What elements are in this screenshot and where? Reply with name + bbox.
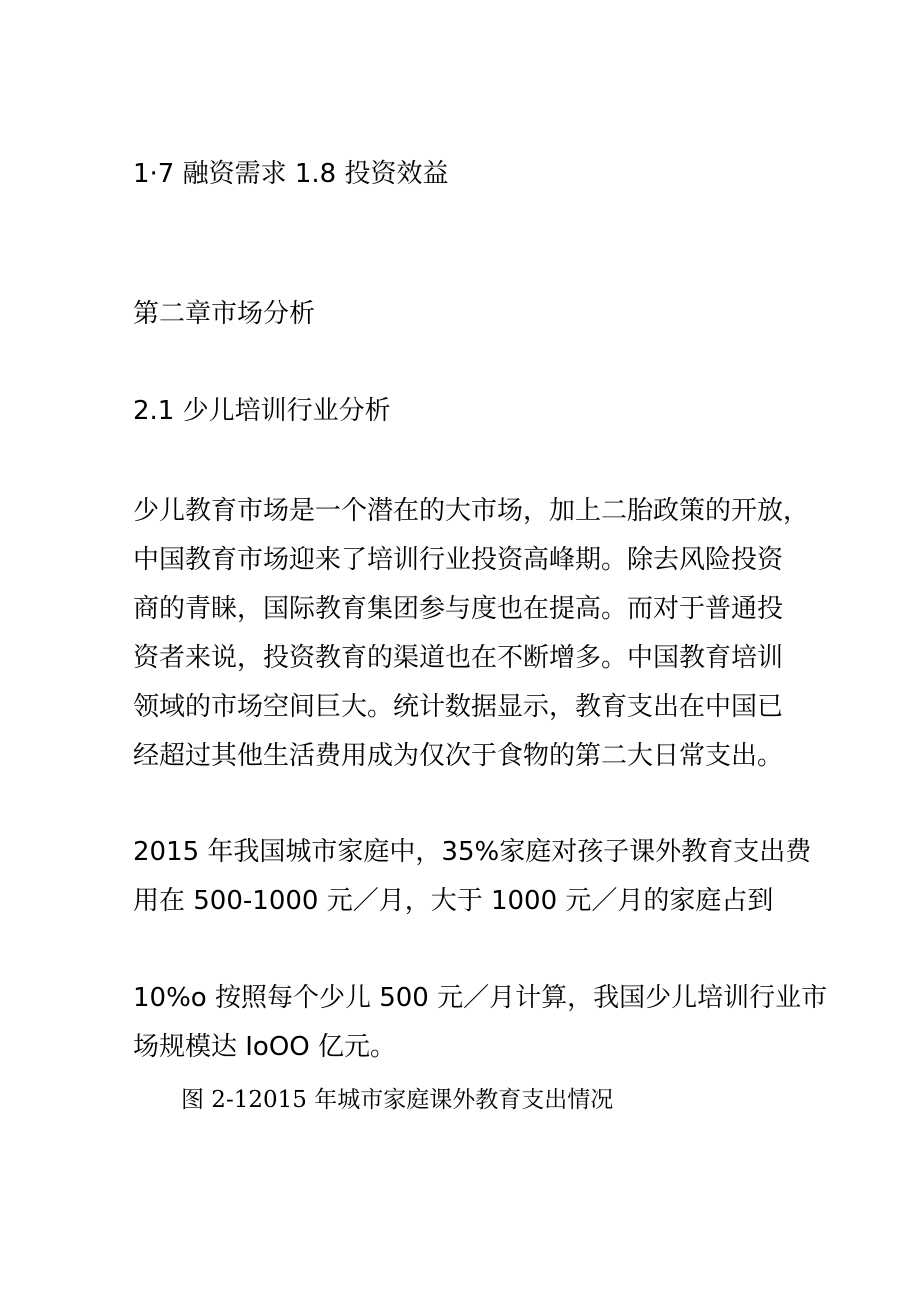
paragraph-line: 10%o 按照每个少儿 500 元／月计算，我国少儿培训行业市 [133, 983, 828, 1013]
figure-caption: 图 2-12015 年城市家庭课外教育支出情况 [181, 1087, 614, 1113]
paragraph-line: 商的青睐，国际教育集团参与度也在提高。而对于普通投 [133, 594, 784, 624]
paragraph-line: 经超过其他生活费用成为仅次于食物的第二大日常支出。 [133, 741, 784, 771]
chapter-title: 第二章市场分析 [133, 299, 316, 329]
paragraph-spending-stats [133, 828, 813, 926]
paragraph-market-overview [133, 487, 813, 781]
paragraph-market-size [133, 974, 828, 1072]
toc-line: 1·7 融资需求 1.8 投资效益 [133, 159, 449, 189]
paragraph-line: 用在 500-1000 元／月，大于 1000 元／月的家庭占到 [133, 886, 774, 916]
section-title: 2.1 少儿培训行业分析 [133, 396, 391, 426]
paragraph-line: 资者来说，投资教育的渠道也在不断增多。中国教育培训 [133, 643, 784, 673]
paragraph-line: 2015 年我国城市家庭中，35%家庭对孩子课外教育支出费 [133, 837, 812, 867]
paragraph-line: 中国教育市场迎来了培训行业投资高峰期。除去风险投资 [133, 545, 784, 575]
paragraph-line: 少儿教育市场是一个潜在的大市场，加上二胎政策的开放， [133, 496, 810, 526]
paragraph-line: 领域的市场空间巨大。统计数据显示，教育支出在中国已 [133, 692, 784, 722]
paragraph-line: 场规模达 IoOO 亿元。 [133, 1032, 397, 1062]
